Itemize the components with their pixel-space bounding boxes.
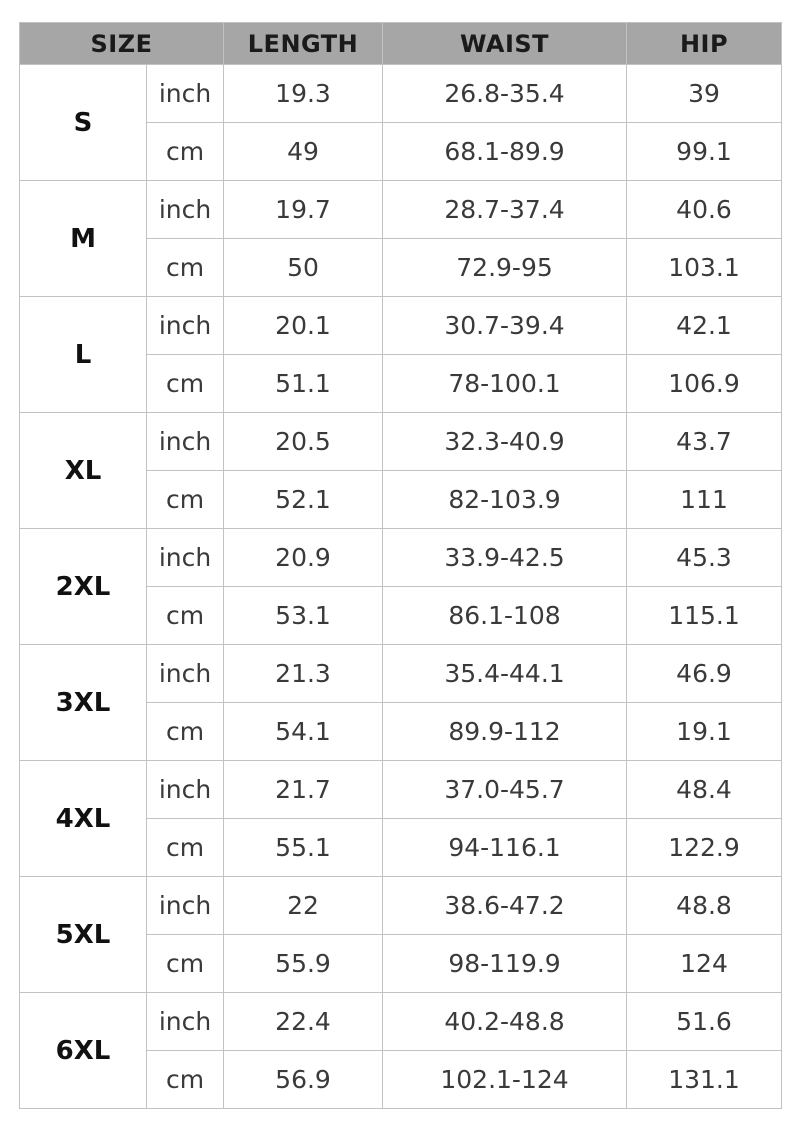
waist-cell: 26.8-35.4 [383, 65, 627, 123]
header-length: LENGTH [224, 23, 383, 65]
size-label: 2XL [20, 529, 147, 645]
unit-cell: cm [147, 123, 224, 181]
hip-cell: 106.9 [627, 355, 782, 413]
hip-cell: 124 [627, 935, 782, 993]
waist-cell: 89.9-112 [383, 703, 627, 761]
length-cell: 56.9 [224, 1051, 383, 1109]
waist-cell: 33.9-42.5 [383, 529, 627, 587]
length-cell: 54.1 [224, 703, 383, 761]
unit-cell: cm [147, 239, 224, 297]
length-cell: 53.1 [224, 587, 383, 645]
header-row [20, 23, 782, 65]
hip-cell: 46.9 [627, 645, 782, 703]
header-size: SIZE [20, 23, 224, 65]
unit-cell: inch [147, 65, 224, 123]
unit-cell: inch [147, 877, 224, 935]
size-label: 4XL [20, 761, 147, 877]
table-row [20, 413, 782, 471]
length-cell: 49 [224, 123, 383, 181]
length-cell: 55.9 [224, 935, 383, 993]
hip-cell: 99.1 [627, 123, 782, 181]
size-label: XL [20, 413, 147, 529]
unit-cell: cm [147, 819, 224, 877]
hip-cell: 40.6 [627, 181, 782, 239]
length-cell: 20.9 [224, 529, 383, 587]
unit-cell: inch [147, 645, 224, 703]
hip-cell: 103.1 [627, 239, 782, 297]
length-cell: 21.7 [224, 761, 383, 819]
table-row [20, 181, 782, 239]
unit-cell: cm [147, 935, 224, 993]
hip-cell: 131.1 [627, 1051, 782, 1109]
hip-cell: 122.9 [627, 819, 782, 877]
length-cell: 19.3 [224, 65, 383, 123]
unit-cell: inch [147, 297, 224, 355]
size-label: L [20, 297, 147, 413]
size-label: M [20, 181, 147, 297]
hip-cell: 43.7 [627, 413, 782, 471]
length-cell: 22.4 [224, 993, 383, 1051]
unit-cell: cm [147, 355, 224, 413]
hip-cell: 115.1 [627, 587, 782, 645]
size-label: 3XL [20, 645, 147, 761]
size-chart-table [19, 22, 782, 1109]
length-cell: 55.1 [224, 819, 383, 877]
length-cell: 51.1 [224, 355, 383, 413]
hip-cell: 19.1 [627, 703, 782, 761]
table-row [20, 877, 782, 935]
unit-cell: inch [147, 413, 224, 471]
unit-cell: inch [147, 181, 224, 239]
waist-cell: 37.0-45.7 [383, 761, 627, 819]
unit-cell: cm [147, 471, 224, 529]
table-row [20, 993, 782, 1051]
table-row [20, 297, 782, 355]
size-label: 5XL [20, 877, 147, 993]
header-hip: HIP [627, 23, 782, 65]
hip-cell: 48.4 [627, 761, 782, 819]
size-label: S [20, 65, 147, 181]
unit-cell: cm [147, 703, 224, 761]
waist-cell: 40.2-48.8 [383, 993, 627, 1051]
hip-cell: 42.1 [627, 297, 782, 355]
unit-cell: inch [147, 761, 224, 819]
table-row [20, 529, 782, 587]
table-body [20, 65, 782, 1109]
length-cell: 22 [224, 877, 383, 935]
length-cell: 52.1 [224, 471, 383, 529]
waist-cell: 72.9-95 [383, 239, 627, 297]
length-cell: 21.3 [224, 645, 383, 703]
length-cell: 20.1 [224, 297, 383, 355]
table-row [20, 645, 782, 703]
waist-cell: 32.3-40.9 [383, 413, 627, 471]
header-waist: WAIST [383, 23, 627, 65]
waist-cell: 28.7-37.4 [383, 181, 627, 239]
size-label: 6XL [20, 993, 147, 1109]
unit-cell: cm [147, 1051, 224, 1109]
waist-cell: 86.1-108 [383, 587, 627, 645]
unit-cell: cm [147, 587, 224, 645]
hip-cell: 48.8 [627, 877, 782, 935]
length-cell: 20.5 [224, 413, 383, 471]
hip-cell: 45.3 [627, 529, 782, 587]
hip-cell: 39 [627, 65, 782, 123]
waist-cell: 98-119.9 [383, 935, 627, 993]
waist-cell: 78-100.1 [383, 355, 627, 413]
unit-cell: inch [147, 993, 224, 1051]
hip-cell: 51.6 [627, 993, 782, 1051]
waist-cell: 94-116.1 [383, 819, 627, 877]
table-row [20, 65, 782, 123]
table-header [20, 23, 782, 65]
waist-cell: 38.6-47.2 [383, 877, 627, 935]
length-cell: 50 [224, 239, 383, 297]
waist-cell: 102.1-124 [383, 1051, 627, 1109]
table-row [20, 761, 782, 819]
waist-cell: 82-103.9 [383, 471, 627, 529]
length-cell: 19.7 [224, 181, 383, 239]
hip-cell: 111 [627, 471, 782, 529]
waist-cell: 68.1-89.9 [383, 123, 627, 181]
unit-cell: inch [147, 529, 224, 587]
waist-cell: 30.7-39.4 [383, 297, 627, 355]
waist-cell: 35.4-44.1 [383, 645, 627, 703]
